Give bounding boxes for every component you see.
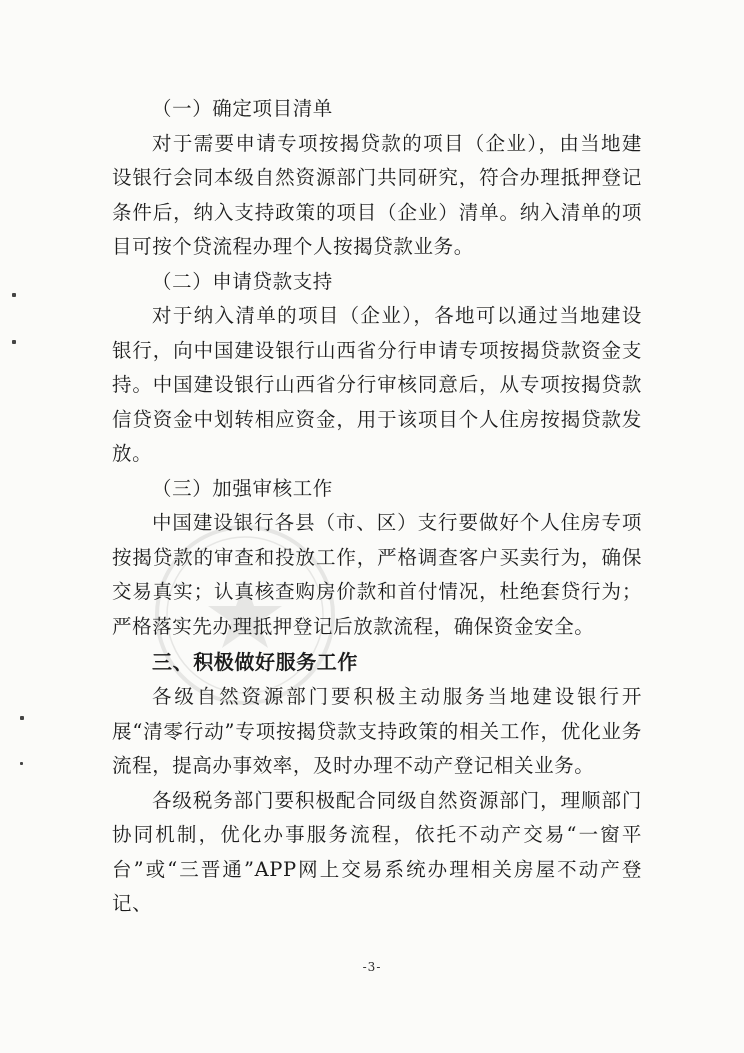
scan-mark [12, 340, 16, 344]
paragraph-tax-departments: 各级税务部门要积极配合同级自然资源部门，理顺部门协同机制，优化办事服务流程，依托不动产交易“一窗平台”或“三晋通”APP网上交易系统办理相关房屋不动产登记、 [112, 788, 642, 915]
scan-mark [20, 716, 24, 720]
scan-mark [20, 762, 23, 765]
paragraph-review: 中国建设银行各县（市、区）支行要做好个人住房专项按揭贷款的审查和投放工作，严格调查客户买卖行为，确保交易真实；认真核查购房价款和首付情况，杜绝套贷行为；严格落实先办理抵押登记后放款流程，确保资金安全。 [112, 511, 642, 638]
paragraph-project-list: 对于需要申请专项按揭贷款的项目（企业），由当地建设银行会同本级自然资源部门共同研究，符合办理抵押登记条件后，纳入支持政策的项目（企业）清单。纳入清单的项目可按个贷流程办理个人按揭贷款业务。 [112, 131, 642, 258]
subheading-apply-loan-support: （二）申请贷款支持 [152, 269, 333, 293]
paragraph-loan-support: 对于纳入清单的项目（企业），各地可以通过当地建设银行，向中国建设银行山西省分行申请专项按揭贷款资金支持。中国建设银行山西省分行审核同意后，从专项按揭贷款信贷资金中划转相应资金，用于该项目个人住房按揭贷款发放。 [112, 304, 642, 465]
scan-mark [12, 293, 16, 297]
paragraph-natural-resources: 各级自然资源部门要积极主动服务当地建设银行开展“清零行动”专项按揭贷款支持政策的相关工作，优化业务流程，提高办事效率，及时办理不动产登记相关业务。 [112, 685, 642, 777]
subheading-confirm-project-list: （一）确定项目清单 [152, 97, 333, 120]
document-body [112, 92, 642, 922]
subheading-strengthen-review: （三）加强审核工作 [152, 476, 333, 500]
section-title-service-work: 三、积极做好服务工作 [152, 650, 358, 674]
page-number: -3- [362, 960, 382, 974]
